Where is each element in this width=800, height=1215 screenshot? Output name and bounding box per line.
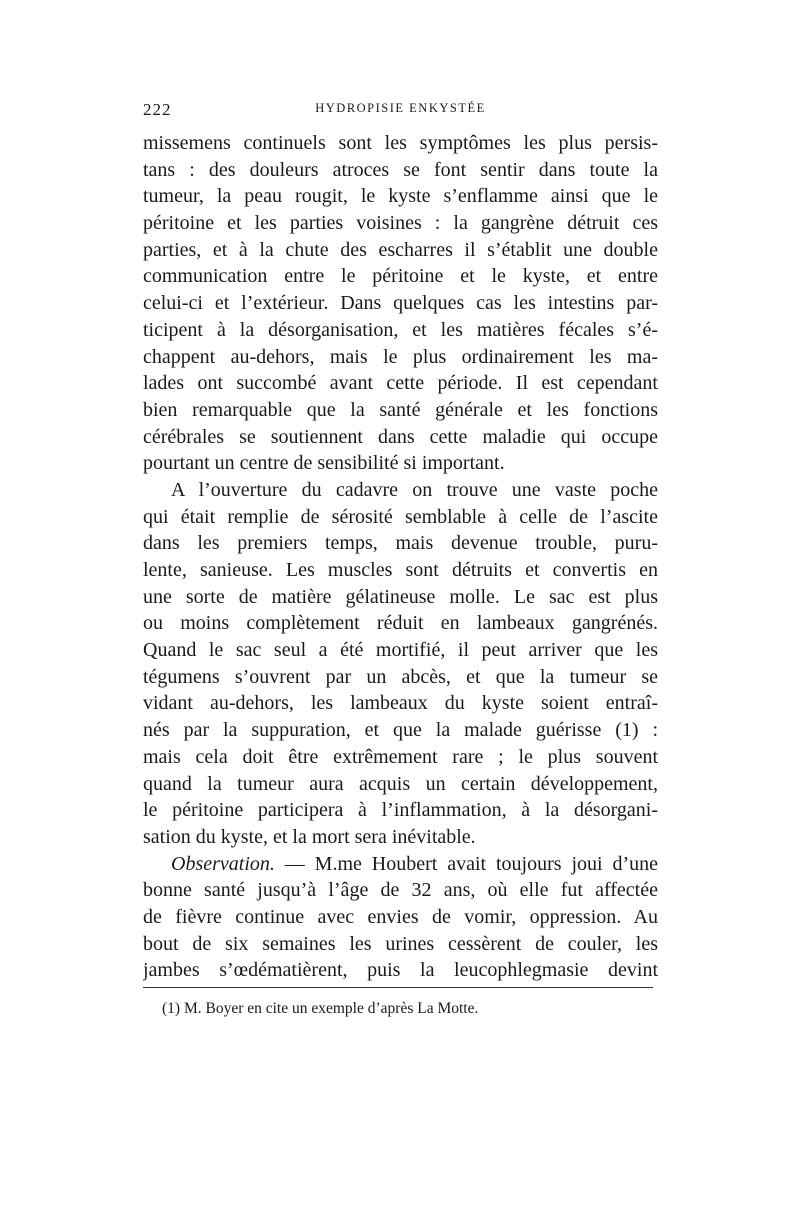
text-line: lades ont succombé avant cette période. Il est cependant — [143, 372, 658, 395]
text-line: communication entre le péritoine et le kyste, et entre — [143, 265, 658, 288]
text-line: péritoine et les parties voisines : la gangrène détruit ces — [143, 212, 658, 235]
text-line: sation du kyste, et la mort sera inévitable. — [143, 825, 476, 848]
text-line: mais cela doit être extrêmement rare ; le plus souvent — [143, 745, 658, 768]
text-line: de fièvre continue avec envies de vomir, oppression. Au — [143, 905, 658, 928]
observation-line — [143, 851, 658, 878]
text-line: tans : des douleurs atroces se font sentir dans toute la — [143, 158, 658, 181]
text-line: ou moins complètement réduit en lambeaux gangrénés. — [143, 612, 658, 635]
footnote-rule — [143, 987, 653, 988]
text-line: le péritoine participera à l’inflammation, à la désorgani- — [143, 799, 658, 822]
text-line: qui était remplie de sérosité semblable à celle de l’ascite — [143, 505, 658, 528]
text-line: tégumens s’ouvrent par un abcès, et que la tumeur se — [143, 665, 658, 688]
body-text — [143, 130, 658, 984]
text-line: jambes s’œdématièrent, puis la leucophlegmasie devint — [143, 959, 658, 982]
running-head — [143, 100, 658, 124]
text-line: vidant au-dehors, les lambeaux du kyste soient entraî- — [143, 692, 658, 715]
text-line: parties, et à la chute des escharres il s’établit une double — [143, 238, 658, 261]
running-title: HYDROPISIE ENKYSTÉE — [315, 101, 486, 115]
text-line: celui-ci et l’extérieur. Dans quelques cas les intestins par- — [143, 292, 658, 315]
text-line: bien remarquable que la santé générale et les fonctions — [143, 398, 658, 421]
text-line: tumeur, la peau rougit, le kyste s’enflamme ainsi que le — [143, 185, 658, 208]
text-line: pourtant un centre de sensibilité si important. — [143, 452, 505, 475]
text-line: dans les premiers temps, mais devenue trouble, puru- — [143, 532, 658, 555]
text-line: nés par la suppuration, et que la malade guérisse (1) : — [143, 719, 658, 742]
footnote: (1) M. Boyer en cite un exemple d’après La Motte. — [162, 1000, 479, 1017]
observation-text: — M.me Houbert avait toujours joui d’une — [274, 852, 658, 875]
text-line: bonne santé jusqu’à l’âge de 32 ans, où elle fut affectée — [143, 879, 658, 902]
text-line: bout de six semaines les urines cessèrent de couler, les — [143, 932, 658, 955]
text-line: missemens continuels sont les symptômes les plus persis- — [143, 132, 658, 154]
text-line: ticipent à la désorganisation, et les matières fécales s’é- — [143, 318, 658, 341]
observation-label: Observation. — [171, 852, 275, 875]
text-line: Quand le sac seul a été mortifié, il peut arriver que les — [143, 639, 658, 662]
text-line: chappent au-dehors, mais le plus ordinairement les ma- — [143, 345, 658, 368]
text-line: une sorte de matière gélatineuse molle. Le sac est plus — [143, 585, 658, 608]
page-number: 222 — [143, 100, 172, 119]
text-line: lente, sanieuse. Les muscles sont détruits et convertis en — [143, 559, 658, 581]
text-line: cérébrales se soutiennent dans cette maladie qui occupe — [143, 425, 658, 448]
text-line: quand la tumeur aura acquis un certain développement, — [143, 772, 658, 795]
text-line: A l’ouverture du cadavre on trouve une vaste poche — [171, 478, 658, 501]
